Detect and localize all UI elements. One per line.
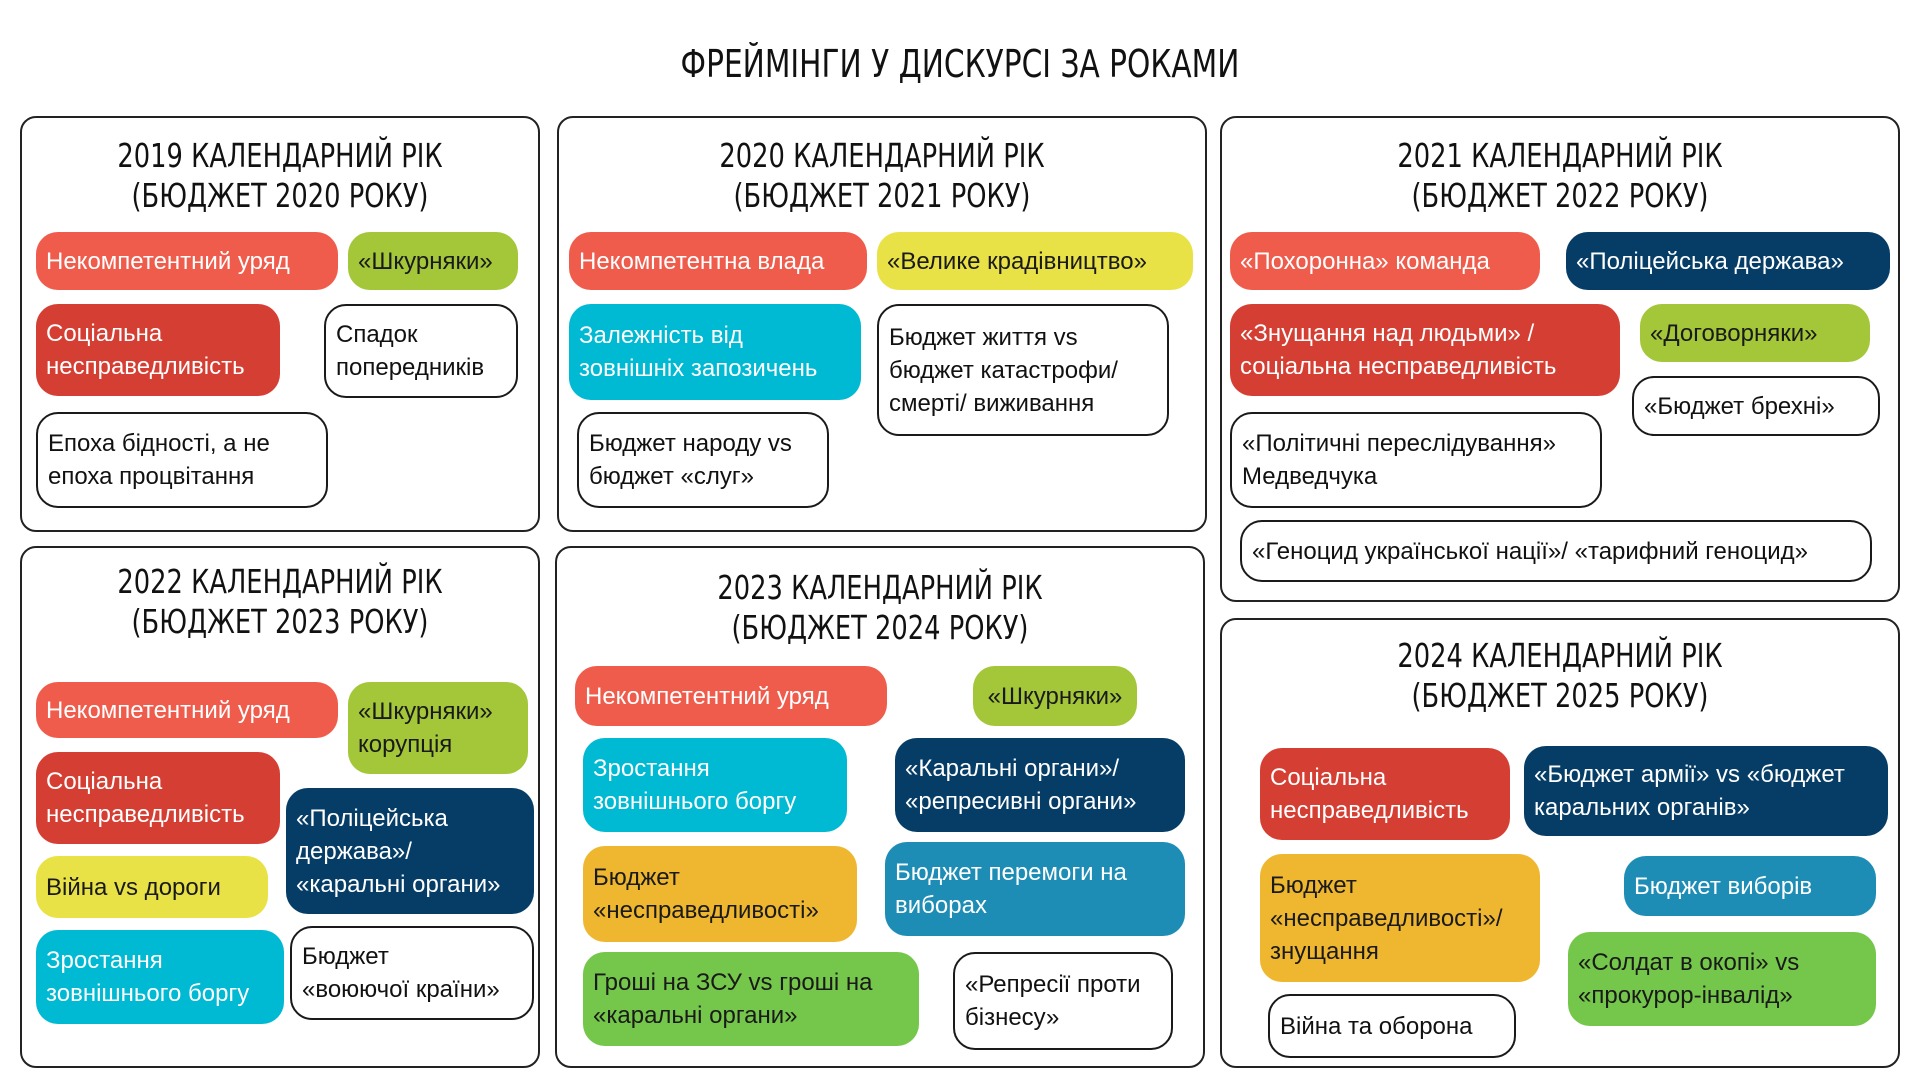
frame-tag: Соціальна несправедливість: [36, 752, 280, 844]
panel-budget-line: (БЮДЖЕТ 2023 РОКУ): [131, 602, 429, 641]
frame-tag: Соціальна несправедливість: [1260, 748, 1510, 840]
panel-2023: [555, 546, 1205, 1068]
panel-budget-line: (БЮДЖЕТ 2022 РОКУ): [1411, 176, 1709, 215]
frame-tag: Бюджет життя vs бюджет катастрофи/ смерті/ виживання: [877, 304, 1169, 436]
frame-tag: Бюджет виборів: [1624, 856, 1876, 916]
panel-2022: [20, 546, 540, 1068]
frame-tag: «Бюджет армії» vs «бюджет каральних органів»: [1524, 746, 1888, 836]
panel-title: [630, 136, 1134, 216]
frame-tag: «Репресії проти бізнесу»: [953, 952, 1173, 1050]
panel-year-line: 2024 КАЛЕНДАРНИЙ РІК: [1397, 636, 1723, 675]
frame-tag: Некомпетентний уряд: [36, 232, 338, 290]
frame-tag: Бюджет «несправедливості»/ знущання: [1260, 854, 1540, 982]
frame-tag: Бюджет народу vs бюджет «слуг»: [577, 412, 829, 508]
panel-budget-line: (БЮДЖЕТ 2021 РОКУ): [733, 176, 1031, 215]
frame-tag: «Велике крадівництво»: [877, 232, 1193, 290]
frame-tag: Війна та оборона: [1268, 994, 1516, 1058]
panel-year-line: 2020 КАЛЕНДАРНИЙ РІК: [719, 136, 1045, 175]
panel-2020: [557, 116, 1207, 532]
frame-tag: «Геноцид української нації»/ «тарифний геноцид»: [1240, 520, 1872, 582]
panel-budget-line: (БЮДЖЕТ 2024 РОКУ): [731, 608, 1029, 647]
page-title: ФРЕЙМІНГИ У ДИСКУРСІ ЗА РОКАМИ: [680, 42, 1240, 86]
panel-title: [79, 136, 481, 216]
panel-year-line: 2021 КАЛЕНДАРНИЙ РІК: [1397, 136, 1723, 175]
frame-tag: «Каральні органи»/ «репресивні органи»: [895, 738, 1185, 832]
frame-tag: «Бюджет брехні»: [1632, 376, 1880, 436]
panel-budget-line: (БЮДЖЕТ 2020 РОКУ): [131, 176, 429, 215]
frame-tag: «Шкурняки» корупція: [348, 682, 528, 774]
frame-tag: Некомпетентний уряд: [575, 666, 887, 726]
frame-tag: Некомпетентна влада: [569, 232, 867, 290]
frame-tag: Спадок попередників: [324, 304, 518, 398]
frame-tag: «Поліцейська держава»/ «каральні органи»: [286, 788, 534, 914]
panel-2021: [1220, 116, 1900, 602]
frame-tag: «Поліцейська держава»: [1566, 232, 1890, 290]
frame-tag: Гроші на ЗСУ vs гроші на «каральні органи»: [583, 952, 919, 1046]
frame-tag: Бюджет «воюючої країни»: [290, 926, 534, 1020]
frame-tag: Бюджет «несправедливості»: [583, 846, 857, 942]
frame-tag: Війна vs дороги: [36, 856, 268, 918]
frame-tag: «Шкурняки»: [973, 666, 1137, 726]
panel-budget-line: (БЮДЖЕТ 2025 РОКУ): [1411, 676, 1709, 715]
panel-2024: [1220, 618, 1900, 1068]
frame-tag: Соціальна несправедливість: [36, 304, 280, 396]
frame-tag: «Солдат в окопі» vs «прокурор-інвалід»: [1568, 932, 1876, 1026]
panel-year-line: 2019 КАЛЕНДАРНИЙ РІК: [117, 136, 443, 175]
panel-title: [79, 562, 481, 642]
panel-title: [1296, 636, 1823, 716]
frame-tag: «Політичні переслідування» Медведчука: [1230, 412, 1602, 508]
panel-title: [628, 568, 1132, 648]
frame-tag: Бюджет перемоги на виборах: [885, 842, 1185, 936]
frame-tag: «Знущання над людьми» / соціальна несправедливість: [1230, 304, 1620, 396]
frame-tag: «Договорняки»: [1640, 304, 1870, 362]
frame-tag: «Похоронна» команда: [1230, 232, 1540, 290]
frame-tag: «Шкурняки»: [348, 232, 518, 290]
panel-year-line: 2022 КАЛЕНДАРНИЙ РІК: [117, 562, 443, 601]
panel-2019: [20, 116, 540, 532]
frame-tag: Некомпетентний уряд: [36, 682, 338, 738]
panel-year-line: 2023 КАЛЕНДАРНИЙ РІК: [717, 568, 1043, 607]
frame-tag: Епоха бідності, а не епоха процвітання: [36, 412, 328, 508]
frame-tag: Залежність від зовнішніх запозичень: [569, 304, 861, 400]
frame-tag: Зростання зовнішнього боргу: [583, 738, 847, 832]
panel-title: [1296, 136, 1823, 216]
frame-tag: Зростання зовнішнього боргу: [36, 930, 284, 1024]
